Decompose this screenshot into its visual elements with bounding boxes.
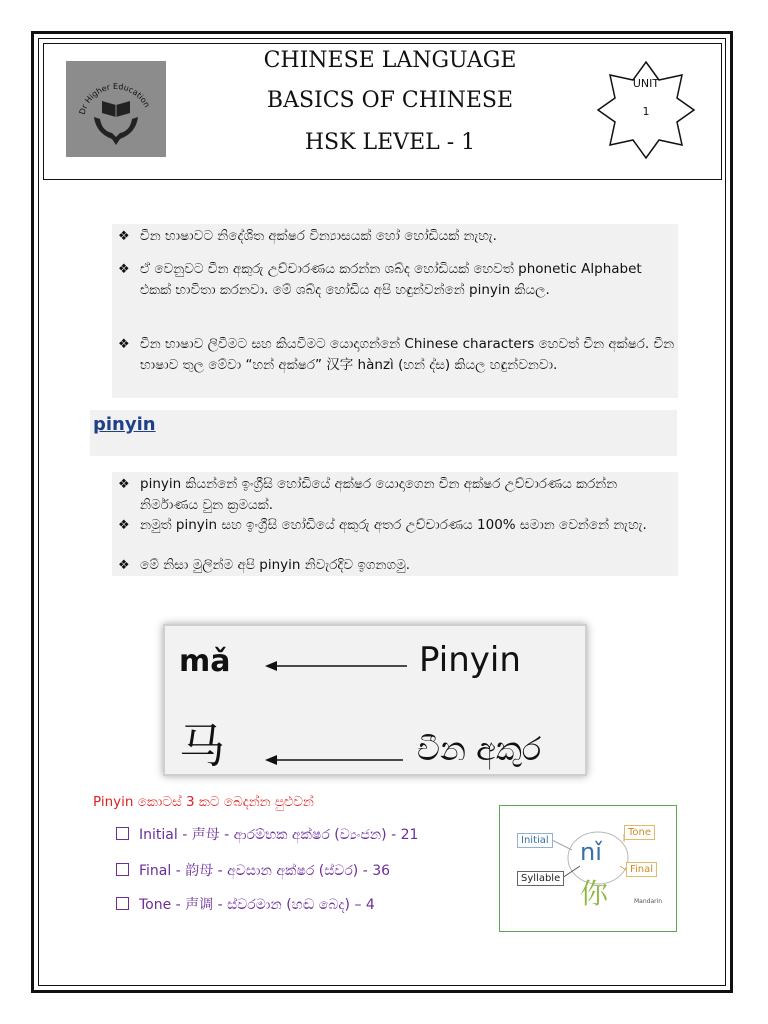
part-tone-text: Tone - 声调 - ස්වරමාන (හඬ බෙද) – 4 — [139, 897, 375, 913]
diagram-hanzi: 你 — [580, 877, 609, 910]
character-example: 马 — [179, 719, 225, 773]
pinyin-example: mǎ — [179, 644, 231, 679]
diamond-bullet-icon: ❖ — [118, 229, 130, 244]
section-heading: pinyin — [93, 414, 156, 435]
character-label: චීන අකුර — [417, 730, 542, 768]
intro-bullet-3-text: චීන භාෂාව ලිවීමට සහ කියවීමට යොදාගන්නේ Chinese characters හෙවත් චීන අක්ෂර. චීන භාෂාව තුල මේවා “හන් අක්ෂර” 汉字 hànzì (හන් ද්ස) කියල හඳුන්වනවා. — [140, 336, 675, 373]
pinyin-label: Pinyin — [419, 640, 521, 680]
diagram-pinyin: nǐ — [580, 838, 602, 866]
heading-background — [90, 410, 677, 456]
unit-badge — [596, 60, 696, 160]
part-tone — [116, 894, 375, 914]
logo — [66, 61, 166, 157]
part-initial-text: Initial - 声母 - ආරම්භක අක්ෂර (ව්‍යංජන) - 21 — [139, 827, 419, 843]
diagram-final-label: Final — [626, 862, 657, 877]
intro-bullet-2-text: ඒ වෙනුවට චීන අකුරු උච්චාරණය කරන්න ශබ්ද හෝඩියක් හෙවත් phonetic Alphabet එකක් භාවිතා කරනවා. මේ ශබ්ද හෝඩිය අපි හඳුන්වන්නේ pinyin කියල. — [140, 261, 642, 298]
pinyin-bullet-3 — [118, 555, 676, 576]
diamond-bullet-icon: ❖ — [118, 558, 130, 573]
part-final — [116, 860, 390, 880]
intro-bullet-2 — [118, 259, 676, 301]
parts-intro: Pinyin කොටස් 3 කට බෙදන්න පුළුවන් — [93, 794, 314, 810]
logo-graphic — [66, 61, 166, 157]
diagram-syllable-label: Syllable — [517, 871, 564, 886]
checkbox-bullet-icon — [116, 863, 129, 876]
intro-bullet-1-text: චීන භාෂාවට නිදේශිත අක්ෂර වින්‍යාසයක් හෝ හෝඩියක් නැහැ. — [140, 228, 497, 244]
title-line-2: BASICS OF CHINESE — [266, 88, 514, 113]
pinyin-bullet-2-text: නමුත් pinyin සහ ඉංග්‍රීසි හෝඩියේ අකුරු අතර උච්චාරණය 100% සමාන වෙන්නේ නැහැ. — [140, 517, 647, 533]
pinyin-example-card — [163, 624, 587, 776]
logo-arc-text: Dr Higher Education — [77, 81, 152, 116]
pinyin-bullet-1-text: pinyin කියන්නේ ඉංග්‍රීසි හෝඩියේ අක්ෂර යොදාගෙන චීන අක්ෂර උච්චාරණය කරන්න නිර්මාණය වුන ක්‍රමයක්. — [140, 476, 618, 513]
diagram-brand: Mandarin — [634, 898, 663, 905]
arrow-left-icon — [265, 752, 405, 768]
checkbox-bullet-icon — [116, 897, 129, 910]
diagram-tone-label: Tone — [624, 825, 655, 840]
unit-number: 1 — [642, 105, 650, 118]
arrow-left-icon — [265, 658, 410, 674]
pinyin-bullet-2 — [118, 515, 676, 536]
diamond-bullet-icon: ❖ — [118, 518, 130, 533]
part-initial — [116, 824, 418, 844]
part-final-text: Final - 韵母 - අවසාන අක්ෂර (ස්වර) - 36 — [139, 863, 391, 879]
diamond-bullet-icon: ❖ — [118, 477, 130, 492]
title-line-3: HSK LEVEL - 1 — [304, 130, 476, 155]
diamond-bullet-icon: ❖ — [118, 337, 130, 352]
checkbox-bullet-icon — [116, 827, 129, 840]
pinyin-bullet-3-text: මේ නිසා මුලින්ම අපි pinyin නිවැරදිව ඉගනගමු. — [140, 557, 411, 573]
diamond-bullet-icon: ❖ — [118, 262, 130, 277]
title-line-1: CHINESE LANGUAGE — [263, 48, 517, 73]
pinyin-bullet-1 — [118, 474, 676, 516]
intro-bullet-3 — [118, 334, 676, 376]
diagram-initial-label: Initial — [517, 833, 553, 848]
syllable-diagram — [499, 805, 677, 932]
intro-bullet-1 — [118, 226, 676, 247]
unit-label: UNIT — [632, 77, 660, 90]
